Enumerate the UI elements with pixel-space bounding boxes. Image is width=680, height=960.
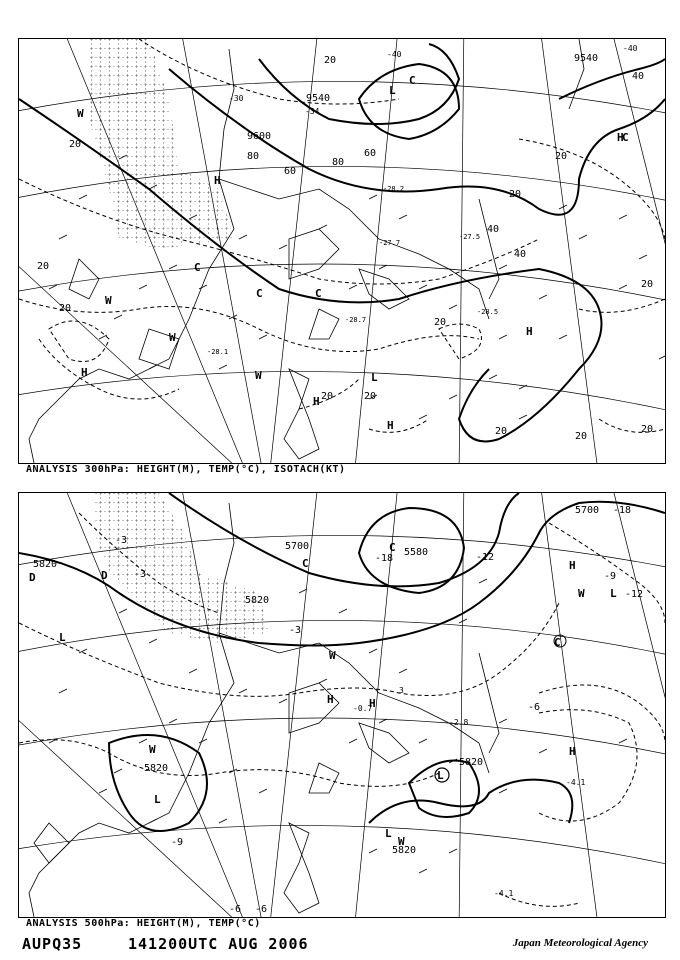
panel-caption-300hpa: ANALYSIS 300hPa: HEIGHT(M), TEMP(°C), ISOTACH(KT) [26,464,346,475]
height-label: 5580 [404,547,429,558]
map-500hpa [19,493,665,917]
low-pressure-marker: L [385,827,392,840]
temp-label: -9 [171,837,184,848]
temp-label: -6 [229,904,242,915]
cold-center-marker: C [389,541,396,554]
chart-code: AUPQ35 [22,935,83,953]
height-label: 9600 [247,131,272,142]
isotach-label: 20 [37,261,50,272]
temp-label: -3 [134,569,147,580]
isotach-label: 20 [59,303,72,314]
temp-label: -6 [255,904,268,915]
low-pressure-marker: L [389,84,396,97]
height-label: 5820 [33,559,58,570]
temp-label: -4.1 [494,889,514,898]
warm-center-marker: W [169,331,176,344]
map-300hpa [19,39,665,463]
dry-region-marker: D [29,571,36,584]
warm-center-marker: W [77,107,84,120]
temp-label: -18 [375,553,394,564]
map-panel-500hpa [18,492,666,918]
cold-center-marker: C [622,131,629,144]
isotach-label: 20 [509,189,522,200]
temp-label: -4.1 [566,778,586,787]
high-pressure-marker: H [526,325,533,338]
temp-label: -0.7 [353,704,373,713]
isotach-label: 80 [332,157,345,168]
isotach-label: 40 [487,224,500,235]
isotach-label: 40 [632,71,645,82]
low-pressure-marker: L [610,587,617,600]
panel-caption-500hpa: ANALYSIS 500hPa: HEIGHT(M), TEMP(°C) [26,918,261,929]
cold-center-marker: C [409,74,416,87]
temp-label: -28.2 [383,185,405,193]
temp-label: -3 [289,625,302,636]
height-label: 5700 [575,505,600,516]
isotach-label: 20 [69,139,82,150]
isotach-label: 20 [434,317,447,328]
cold-center-marker: C [302,557,309,570]
isotach-label: 60 [364,148,377,159]
low-pressure-marker: L [154,793,161,806]
latitude-lines [19,535,665,917]
temp-label: -2.8 [449,718,469,727]
wind-barbs [49,579,627,873]
temp-label: -3 [115,535,128,546]
isotach-label: 60 [284,166,297,177]
warm-center-marker: W [149,743,156,756]
temp-label: 3 [399,686,404,695]
warm-center-marker: W [105,294,112,307]
map-panel-300hpa [18,38,666,464]
isotach-label: 20 [555,151,568,162]
isotach-label: 20 [495,426,508,437]
warm-center-marker: W [578,587,585,600]
cold-center-marker: C [194,261,201,274]
temp-label: -6 [528,702,541,713]
temp-label: -28.5 [477,308,499,316]
high-pressure-marker: H [214,174,221,187]
low-pressure-marker: L [371,371,378,384]
high-pressure-marker: H [387,419,394,432]
warm-center-marker: W [255,369,262,382]
high-pressure-marker: H [369,697,376,710]
height-label: 5820 [144,763,169,774]
height-label: 5820 [245,595,270,606]
isotach-label: 80 [247,151,260,162]
cold-center-marker: C [554,636,561,649]
height-label: 5820 [459,757,484,768]
temp-label: -27.5 [459,233,481,241]
isotach-label: 20 [575,431,588,442]
temp-label: -12 [476,552,495,563]
isotach-label: 40 [514,249,527,260]
agency-name: Japan Meteorological Agency [512,937,648,949]
height-label: 9540 [306,93,331,104]
temp-label: -28.1 [207,348,229,356]
high-pressure-marker: H [569,745,576,758]
temp-label: -40 [623,44,638,53]
isotach-label: 20 [324,55,337,66]
height-label: 5820 [392,845,417,856]
valid-time: 141200UTC AUG 2006 [128,935,309,953]
temp-label: -40 [387,50,402,59]
temp-label: -27.7 [379,239,401,247]
low-pressure-marker: L [437,769,444,782]
temp-label: -12 [625,589,644,600]
temp-label: -9 [604,571,617,582]
temp-label: -34 [305,107,320,116]
isotach-label: 20 [321,391,334,402]
height-label: 5700 [285,541,310,552]
cold-center-marker: C [315,287,322,300]
temp-label: -18 [613,505,632,516]
warm-center-marker: W [329,649,336,662]
high-pressure-marker: H [617,131,624,144]
temp-label: -28.7 [345,316,367,324]
isotach-label: 20 [364,391,377,402]
temp-label: -30 [229,94,244,103]
high-pressure-marker: H [313,395,320,408]
high-pressure-marker: H [81,366,88,379]
warm-center-marker: W [398,835,405,848]
cold-center-marker: C [256,287,263,300]
height-label: 9540 [574,53,599,64]
coastlines [29,503,499,917]
isotach-label: 20 [641,424,654,435]
dry-region-marker: D [101,569,108,582]
high-pressure-marker: H [327,693,334,706]
low-pressure-marker: L [59,631,66,644]
isotach-label: 20 [641,279,654,290]
high-pressure-marker: H [569,559,576,572]
